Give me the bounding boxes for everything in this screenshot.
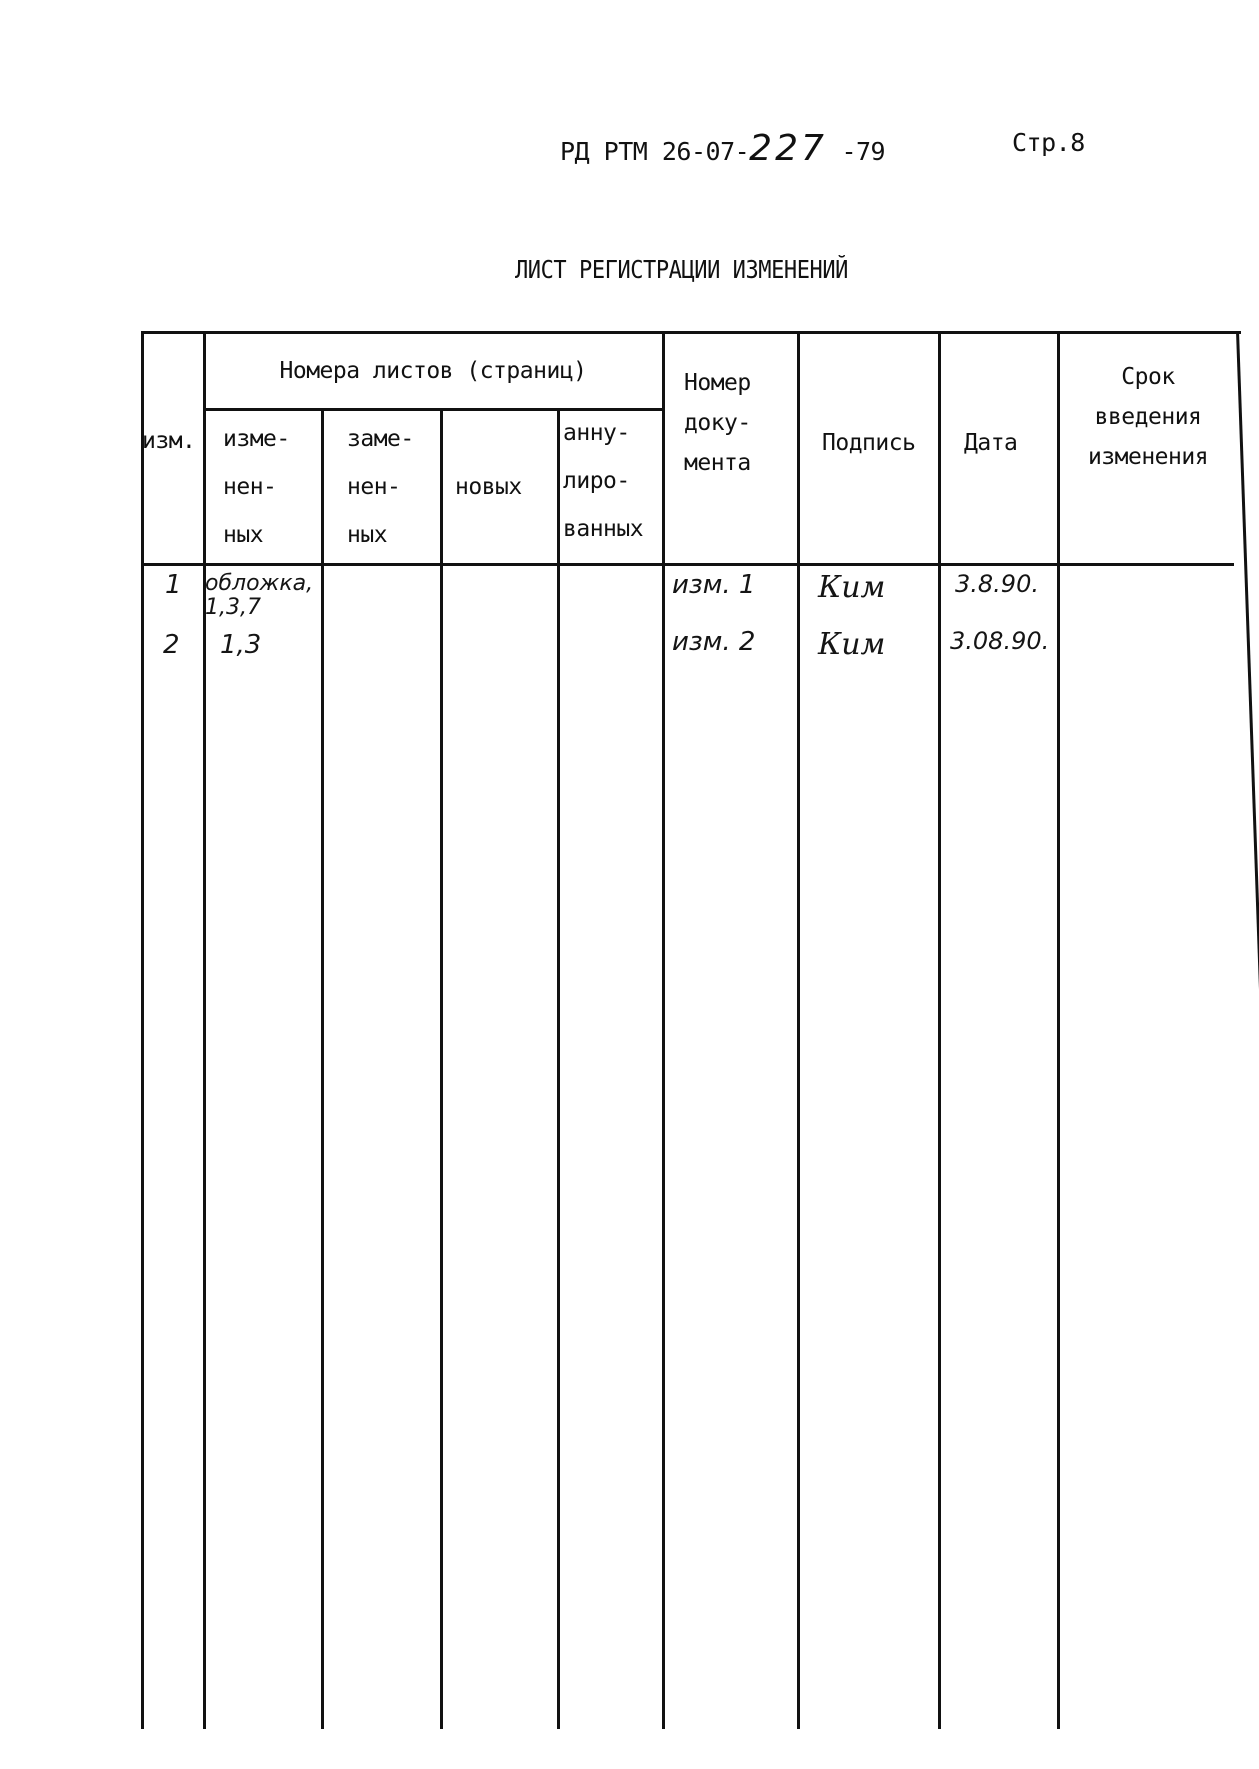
table-top-border [141,331,1241,334]
header-line: ванных [563,516,644,542]
header-line: изме- [223,426,290,452]
column-group-sheet-numbers: Номера листов (страниц) [279,358,587,384]
column-header-annulled [563,422,643,541]
column-divider [662,331,665,1729]
header-line: лиро- [563,468,630,494]
column-divider [1057,331,1060,1729]
row-doc-number: изм. 2 [672,627,756,657]
column-header-changed [223,428,290,547]
row-changed-sheets [205,572,313,620]
column-divider [203,331,206,1729]
column-header-date: Дата [964,430,1018,456]
column-divider [321,408,324,1729]
header-line: ных [223,522,264,548]
column-header-replaced [347,428,414,547]
table-right-border [1236,331,1259,1729]
column-divider [557,408,560,1729]
handwritten-line: 1,3,7 [205,595,261,620]
header-line: нен- [347,474,401,500]
column-header-new: новых [455,474,522,500]
row-changed-sheets [220,630,261,660]
column-divider [938,331,941,1729]
header-line: мента [684,450,751,476]
column-header-doc-number [684,372,751,475]
row-date: 3.08.90. [950,627,1050,655]
row-date: 3.8.90. [955,570,1039,598]
column-header-term [1062,366,1234,469]
page-number: Стр.8 [1012,128,1085,157]
document-code-number: 227 [749,128,827,169]
header-line: изменения [1087,444,1209,470]
document-code-prefix: РД РТМ 26-07- [560,137,750,166]
header-line: нен- [223,474,277,500]
row-signature: Ким [818,627,886,662]
column-divider [797,331,800,1729]
group-header-divider [204,408,662,411]
column-header-signature: Подпись [822,430,916,456]
header-line: доку- [684,410,751,436]
page-title: ЛИСТ РЕГИСТРАЦИИ ИЗМЕНЕНИЙ [515,255,848,284]
row-izm-number: 1 [165,570,182,600]
row-izm-number: 2 [163,630,180,660]
row-signature: Ким [818,570,886,605]
header-line: введения [1094,404,1202,430]
row-doc-number: изм. 1 [672,570,756,600]
document-code [560,128,885,169]
column-header-izm: изм. [142,428,196,454]
header-line: Номер [684,370,751,396]
header-line: заме- [347,426,414,452]
handwritten-line: 1,3 [220,630,262,660]
document-code-suffix: -79 [841,137,886,166]
header-bottom-border [141,563,1234,566]
header-line: Срок [1121,364,1175,390]
handwritten-line: обложка, [205,571,314,596]
column-divider [141,331,144,1729]
header-line: ных [347,522,388,548]
header-line: анну- [563,420,630,446]
column-divider [440,408,443,1729]
